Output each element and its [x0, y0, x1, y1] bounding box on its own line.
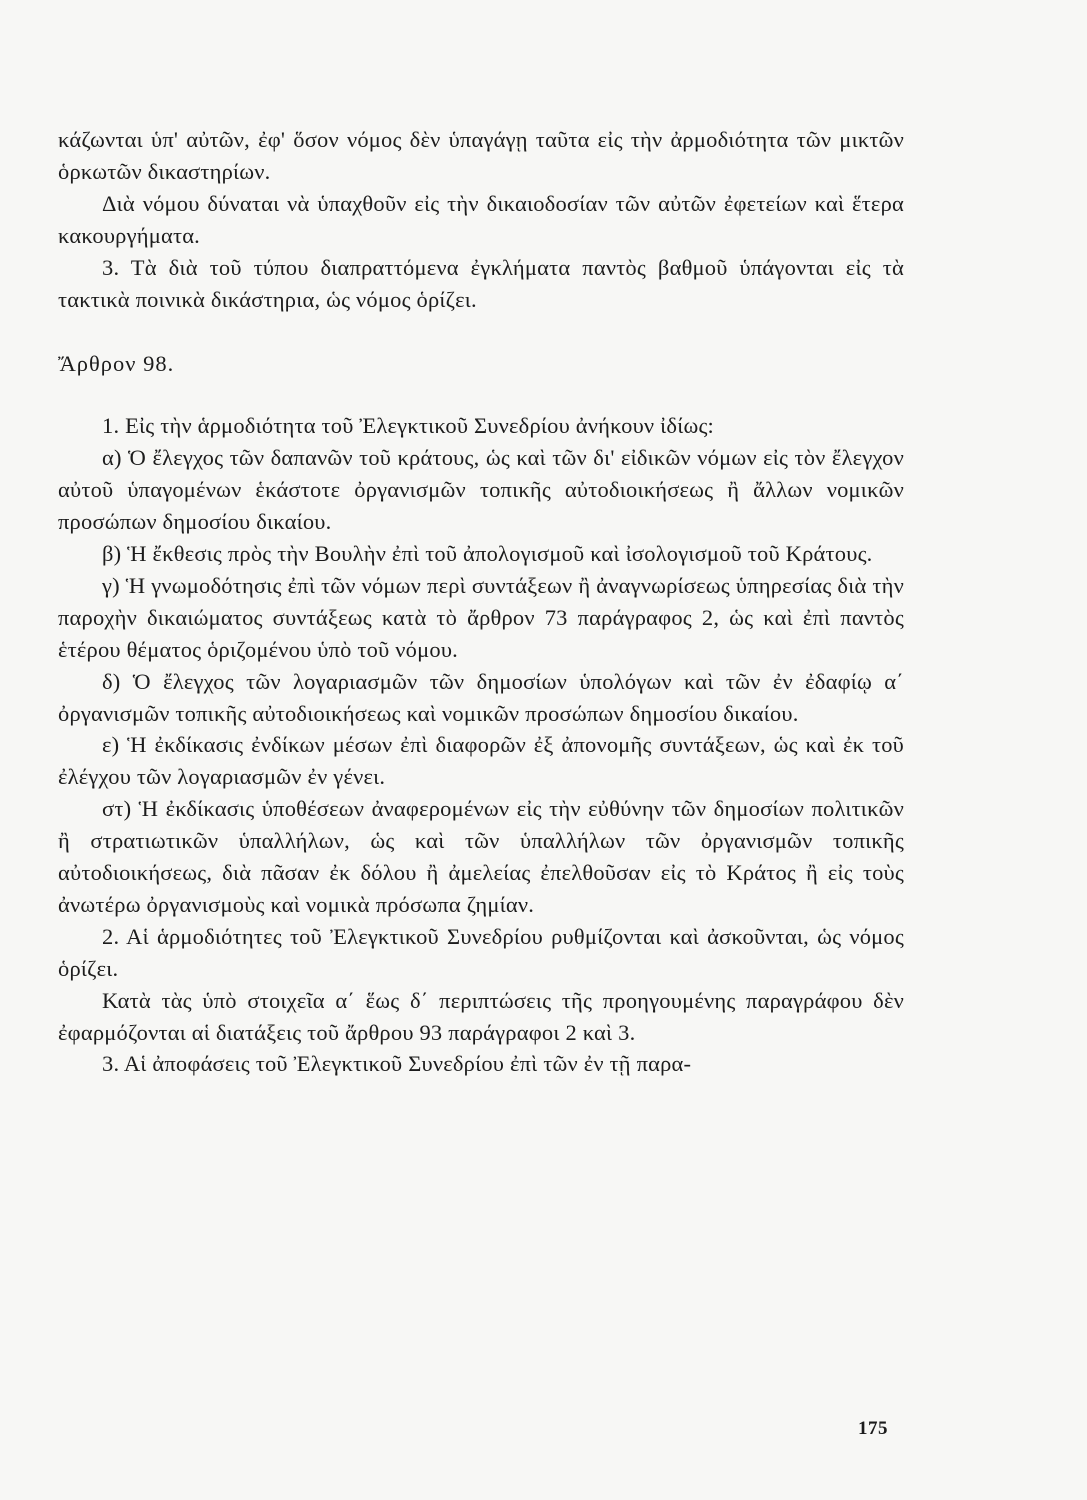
article-item-st: στ) Ἡ ἐκδίκασις ὑποθέσεων ἀναφερομένων εἰς τὴν εὐθύνην τῶν δημοσίων πολιτικῶν ἢ στρατιωτικῶν ὑπαλλήλων, ὡς καὶ τῶν ὑπαλλήλων τῶν ὀργανισμῶν τοπικῆς αὐτοδιοικήσεως, διὰ πᾶσαν ἐκ δόλου ἢ ἀμελείας ἐπελθοῦσαν εἰς τὸ Κράτος ἢ εἰς τοὺς ἀνωτέρω ὀργανισμοὺς καὶ νομικὰ πρόσωπα ζημίαν. — [58, 796, 904, 917]
article-paragraph-1: 1. Εἰς τὴν ἁρμοδιότητα τοῦ Ἐλεγκτικοῦ Συνεδρίου ἀνήκουν ἰδίως: — [102, 413, 715, 439]
article-item-a: α) Ὁ ἔλεγχος τῶν δαπανῶν τοῦ κράτους, ὡς καὶ τῶν δι' εἰδικῶν νόμων εἰς τὸν ἔλεγχον αὐτοῦ ὑπαγομένων ἑκάστοτε ὀργανισμῶν τοπικῆς αὐτοδιοικήσεως ἢ ἄλλων νομικῶν προσώπων δημοσίου δικαίου. — [58, 445, 904, 535]
article-item-b: β) Ἡ ἔκθεσις πρὸς τὴν Βουλὴν ἐπὶ τοῦ ἀπολογισμοῦ καὶ ἰσολογισμοῦ τοῦ Κράτους. — [102, 540, 873, 566]
paragraph-continuation: κάζωνται ὑπ' αὐτῶν, ἐφ' ὅσον νόμος δὲν ὑπαγάγῃ ταῦτα εἰς τὴν ἀρμοδιότητα τῶν μικτῶν ὁρκωτῶν δικαστηρίων. — [58, 127, 904, 184]
article-heading: Ἄρθρον 98. — [58, 351, 175, 377]
page-number: 175 — [858, 1418, 888, 1439]
paragraph-press-crimes: 3. Τὰ διὰ τοῦ τύπου διαπραττόμενα ἐγκλήματα παντὸς βαθμοῦ ὑπάγονται εἰς τὰ τακτικὰ ποινικὰ δικάστηρια, ὡς νόμος ὁρίζει. — [58, 254, 904, 312]
article-paragraph-3: 3. Αἱ ἀποφάσεις τοῦ Ἐλεγκτικοῦ Συνεδρίου ἐπὶ τῶν ἐν τῇ παρα- — [102, 1051, 692, 1077]
article-paragraph-2: 2. Αἱ ἁρμοδιότητες τοῦ Ἐλεγκτικοῦ Συνεδρίου ρυθμίζονται καὶ ἀσκοῦνται, ὡς νόμος ὁρίζει. — [58, 923, 904, 981]
article-item-c: γ) Ἡ γνωμοδότησις ἐπὶ τῶν νόμων περὶ συντάξεων ἢ ἀναγνωρίσεως ὑπηρεσίας διὰ τὴν παροχὴν δικαιώματος συντάξεως κατὰ τὸ ἄρθρον 73 παράγραφος 2, ὡς καὶ ἐπὶ παντὸς ἑτέρου θέματος ὁριζομένου ὑπὸ τοῦ νόμου. — [58, 572, 904, 662]
document-body — [58, 124, 904, 1080]
article-item-d: δ) Ὁ ἔλεγχος τῶν λογαριασμῶν τῶν δημοσίων ὑπολόγων καὶ τῶν ἐν ἐδαφίῳ α΄ ὀργανισμῶν τοπικῆς αὐτοδιοικήσεως καὶ νομικῶν προσώπων δημοσίου δικαίου. — [58, 668, 904, 726]
article-paragraph-2-note: Κατὰ τὰς ὑπὸ στοιχεῖα α΄ ἕως δ΄ περιπτώσεις τῆς προηγουμένης παραγράφου δὲν ἐφαρμόζονται αἱ διατάξεις τοῦ ἄρθρου 93 παράγραφοι 2 καὶ 3. — [58, 987, 904, 1045]
paragraph-jurisdiction-by-law: Διὰ νόμου δύναται νὰ ὑπαχθοῦν εἰς τὴν δικαιοδοσίαν τῶν αὐτῶν ἐφετείων καὶ ἕτερα κακουργήματα. — [58, 190, 904, 248]
article-item-e: ε) Ἡ ἐκδίκασις ἐνδίκων μέσων ἐπὶ διαφορῶν ἐξ ἀπονομῆς συντάξεων, ὡς καὶ ἐκ τοῦ ἐλέγχου τῶν λογαριασμῶν ἐν γένει. — [58, 732, 904, 790]
